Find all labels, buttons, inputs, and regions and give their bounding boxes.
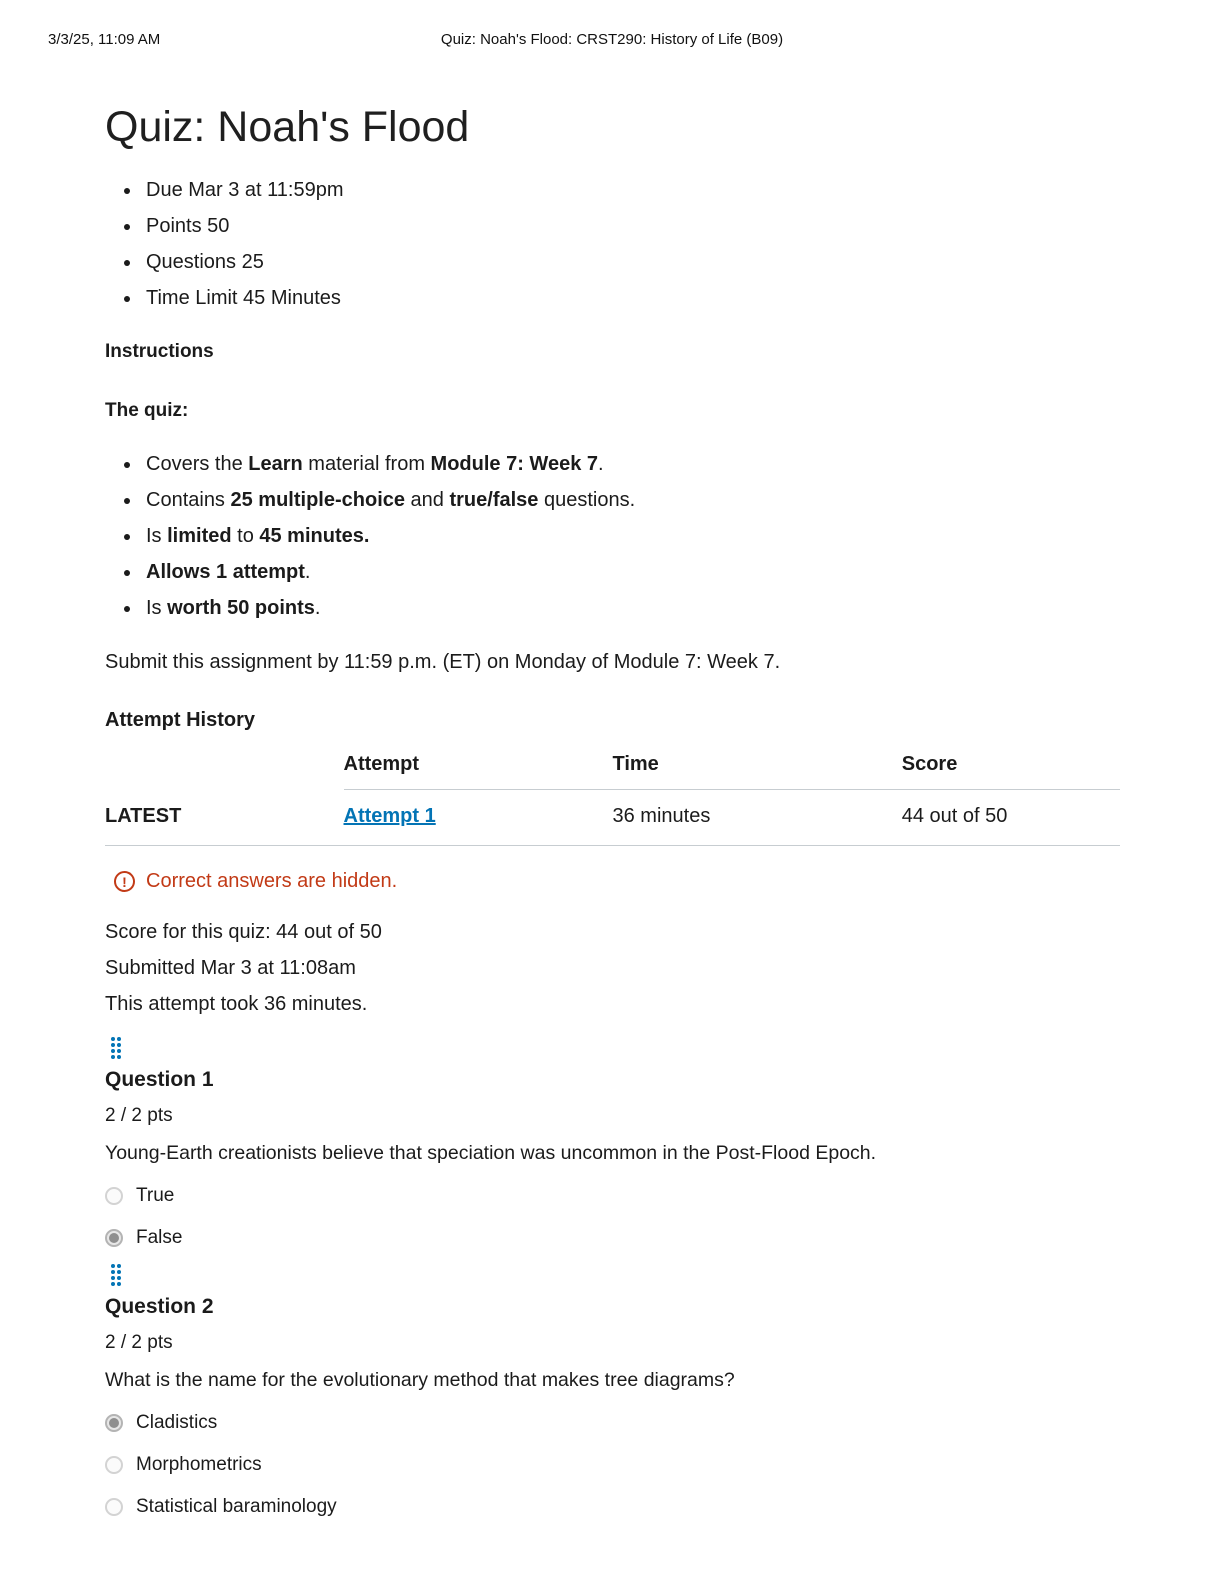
print-doc-title: Quiz: Noah's Flood: CRST290: History of Life (B09) <box>440 31 784 48</box>
score-line: Score for this quiz: 44 out of 50 <box>105 921 382 943</box>
quiz-meta-due: • Due Mar 3 at 11:59pm <box>142 179 1120 202</box>
question-text: Young-Earth creationists believe that speciation was uncommon in the Post-Flood Epoch. <box>105 1142 877 1164</box>
question-points: 2 / 2 pts <box>105 1105 173 1126</box>
instructions-list <box>105 453 1120 620</box>
table-header-time: Time <box>612 744 901 790</box>
attempt-summary <box>105 914 1120 1022</box>
hidden-answers-warning <box>114 870 1120 893</box>
instructions-heading: Instructions <box>105 341 214 362</box>
quiz-meta-list <box>105 179 1120 310</box>
question-block-2 <box>105 1262 1120 1518</box>
question-title: Question 2 <box>105 1295 214 1318</box>
table-header-attempt: Attempt <box>344 744 613 790</box>
answer-option-label: Statistical baraminology <box>136 1496 337 1517</box>
duration-line: This attempt took 36 minutes. <box>105 993 368 1015</box>
instructions-item: • Covers the Learn material from Module 7: Week 7. <box>142 453 1120 476</box>
quiz-meta-questions: • Questions 25 <box>142 251 1120 274</box>
drag-handle-icon[interactable] <box>109 1035 123 1061</box>
table-header-empty <box>105 744 344 790</box>
attempt-history-table <box>105 744 1120 846</box>
answer-option-statistical-baraminology[interactable] <box>105 1496 1120 1518</box>
radio-button[interactable] <box>105 1498 123 1516</box>
instructions-item: • Is limited to 45 minutes. <box>142 525 1120 548</box>
answer-option-true[interactable] <box>105 1185 1120 1207</box>
instructions-item: • Allows 1 attempt. <box>142 561 1120 584</box>
submit-note: Submit this assignment by 11:59 p.m. (ET) on Monday of Module 7: Week 7. <box>105 651 781 673</box>
table-row <box>105 790 1120 846</box>
submitted-line: Submitted Mar 3 at 11:08am <box>105 957 356 979</box>
quiz-meta-time-limit: • Time Limit 45 Minutes <box>142 287 1120 310</box>
answer-option-label: Morphometrics <box>136 1454 262 1475</box>
radio-button[interactable] <box>105 1414 123 1432</box>
attempt-history-heading: Attempt History <box>105 709 256 731</box>
radio-button[interactable] <box>105 1229 123 1247</box>
answer-option-label: Cladistics <box>136 1412 218 1433</box>
answer-option-morphometrics[interactable] <box>105 1454 1120 1476</box>
attempt-link[interactable]: Attempt 1 <box>343 805 436 827</box>
print-header <box>0 0 1224 50</box>
question-points: 2 / 2 pts <box>105 1332 173 1353</box>
attempt-row-time: 36 minutes <box>612 790 901 846</box>
radio-button[interactable] <box>105 1187 123 1205</box>
question-text: What is the name for the evolutionary method that makes tree diagrams? <box>105 1369 735 1391</box>
instructions-intro: The quiz: <box>105 400 189 421</box>
instructions-item: • Contains 25 multiple-choice and true/false questions. <box>142 489 1120 512</box>
question-block-1 <box>105 1035 1120 1249</box>
attempt-row-label: LATEST <box>105 790 344 846</box>
answer-option-false[interactable] <box>105 1227 1120 1249</box>
quiz-page-content <box>0 103 1224 1518</box>
alert-circle-icon: ! <box>114 871 135 892</box>
table-header-row <box>105 744 1120 790</box>
answer-option-label: True <box>136 1185 175 1206</box>
attempt-row-score: 44 out of 50 <box>902 790 1120 846</box>
instructions-item: • Is worth 50 points. <box>142 597 1120 620</box>
radio-button[interactable] <box>105 1456 123 1474</box>
quiz-title: Quiz: Noah's Flood <box>105 103 470 151</box>
quiz-meta-points: • Points 50 <box>142 215 1120 238</box>
hidden-answers-warning-text: Correct answers are hidden. <box>146 870 398 892</box>
drag-handle-icon[interactable] <box>109 1262 123 1288</box>
table-header-score: Score <box>902 744 1120 790</box>
print-datetime: 3/3/25, 11:09 AM <box>48 31 161 48</box>
answer-option-cladistics[interactable] <box>105 1412 1120 1434</box>
question-title: Question 1 <box>105 1068 214 1091</box>
answer-option-label: False <box>136 1227 183 1248</box>
